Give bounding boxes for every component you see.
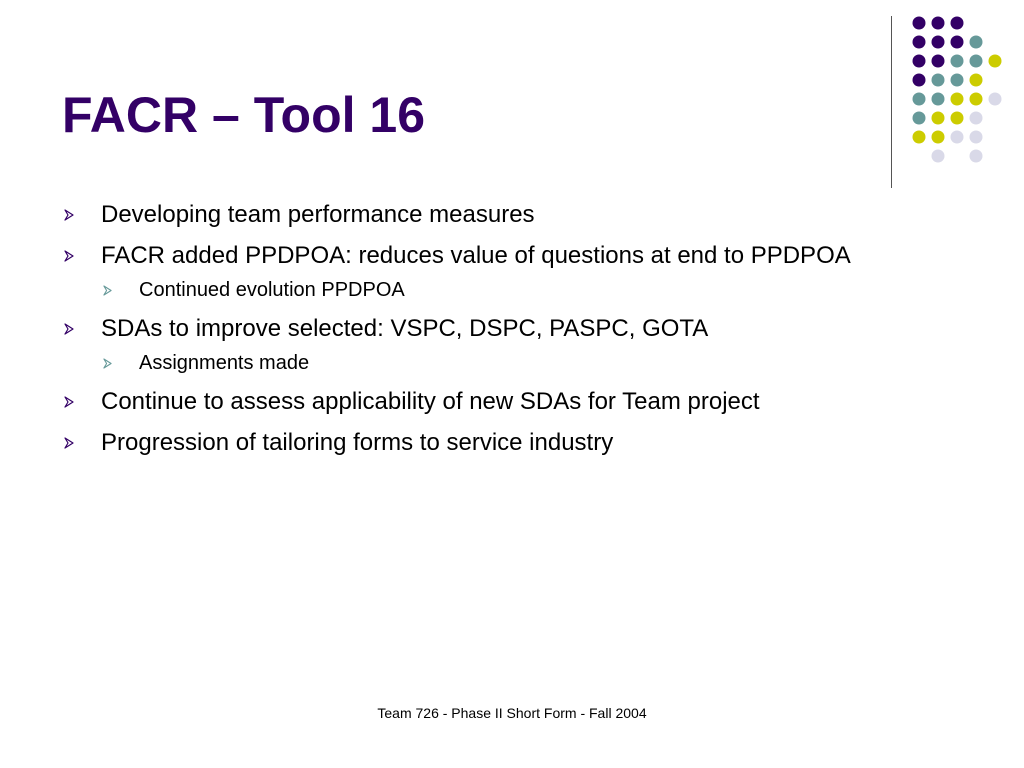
bullet-list <box>64 198 894 467</box>
decorative-dot <box>989 93 1002 106</box>
decorative-dot <box>932 93 945 106</box>
slide-footer: Team 726 - Phase II Short Form - Fall 2004 <box>377 705 647 721</box>
sub-bullet-text: Assignments made <box>139 352 310 374</box>
bullet-text: SDAs to improve selected: VSPC, DSPC, PASPC, GOTA <box>101 315 709 342</box>
bullet-item <box>64 385 894 418</box>
bullet-item <box>64 426 894 459</box>
decorative-dot <box>932 131 945 144</box>
decorative-dot <box>970 74 983 87</box>
decorative-dot <box>951 93 964 106</box>
decorative-dot <box>970 112 983 125</box>
decorative-dot <box>932 17 945 30</box>
decorative-dot <box>951 112 964 125</box>
decorative-dot <box>932 150 945 163</box>
decorative-dot <box>951 74 964 87</box>
bullet-arrow-icon <box>64 396 74 408</box>
decorative-dot <box>913 112 926 125</box>
decorative-dot <box>932 55 945 68</box>
decorative-dot <box>970 131 983 144</box>
sub-bullet-item <box>64 276 894 304</box>
decorative-dot <box>951 131 964 144</box>
decorative-dot <box>913 93 926 106</box>
decorative-dot <box>932 36 945 49</box>
bullet-item <box>64 198 894 231</box>
decorative-dot <box>932 112 945 125</box>
bullet-text: Progression of tailoring forms to service industry <box>101 429 614 456</box>
decorative-dot <box>989 55 1002 68</box>
bullet-item <box>64 312 894 345</box>
bullet-arrow-icon <box>64 323 74 335</box>
sub-bullet-arrow-icon <box>103 285 112 296</box>
sub-bullet-item <box>64 349 894 377</box>
decorative-dot <box>913 17 926 30</box>
decorative-dot <box>913 131 926 144</box>
decorative-dot <box>970 36 983 49</box>
bullet-text: FACR added PPDPOA: reduces value of questions at end to PPDPOA <box>101 242 851 269</box>
decorative-dot <box>932 74 945 87</box>
sub-bullet-text: Continued evolution PPDPOA <box>139 279 405 301</box>
bullet-text: Continue to assess applicability of new SDAs for Team project <box>101 388 760 415</box>
bullet-item <box>64 239 894 272</box>
decorative-dot <box>951 36 964 49</box>
sub-bullet-arrow-icon <box>103 358 112 369</box>
vertical-divider <box>891 16 892 188</box>
decorative-dot <box>913 74 926 87</box>
decorative-dot <box>913 36 926 49</box>
decorative-dot <box>951 17 964 30</box>
bullet-text: Developing team performance measures <box>101 201 535 228</box>
bullet-arrow-icon <box>64 437 74 449</box>
decorative-dot <box>951 55 964 68</box>
bullet-arrow-icon <box>64 209 74 221</box>
slide-title: FACR – Tool 16 <box>62 87 426 143</box>
bullet-arrow-icon <box>64 250 74 262</box>
decorative-dot <box>970 150 983 163</box>
decorative-dot <box>970 93 983 106</box>
decorative-dot <box>913 55 926 68</box>
decorative-dot <box>970 55 983 68</box>
